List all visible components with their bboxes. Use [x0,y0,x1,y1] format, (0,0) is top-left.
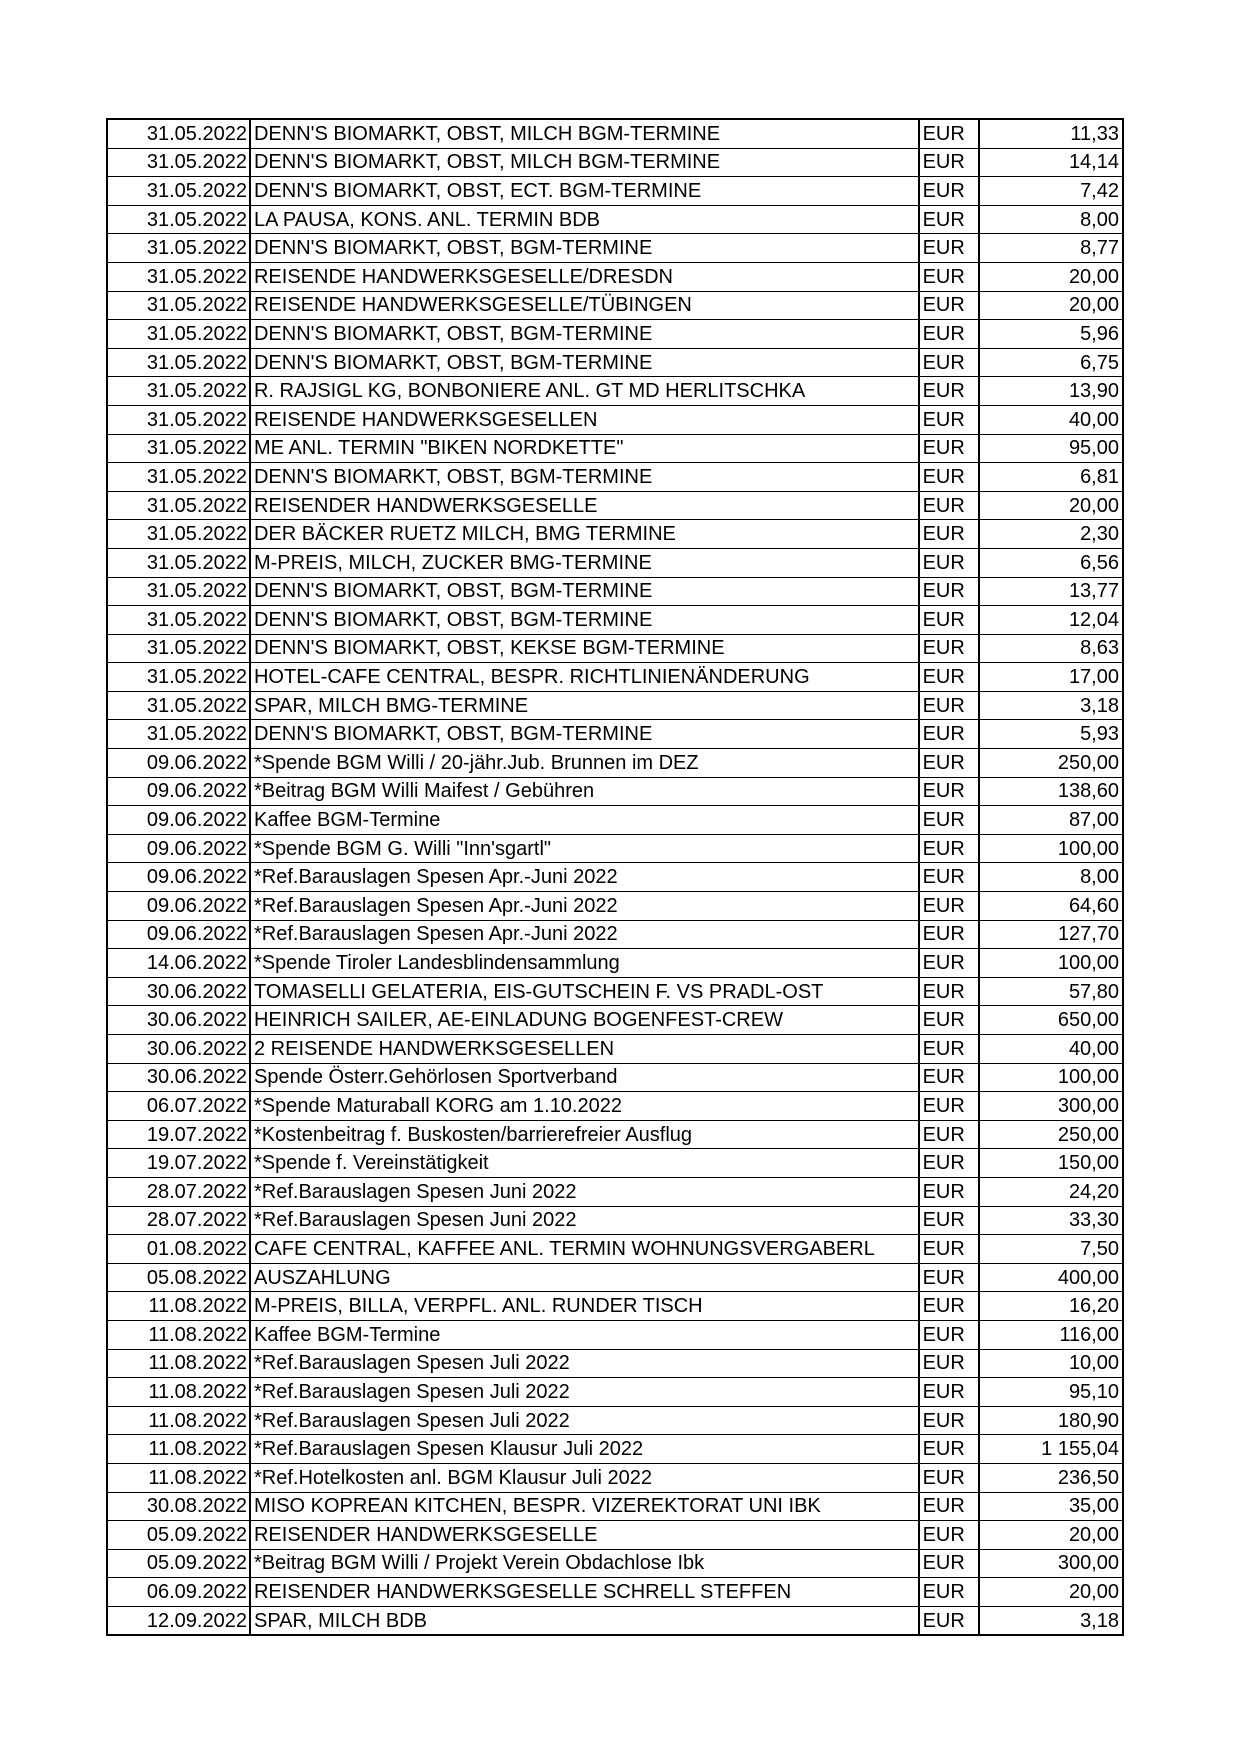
description-cell: *Spende Maturaball KORG am 1.10.2022 [250,1092,919,1121]
table-row [107,1177,1123,1206]
date-cell: 28.07.2022 [107,1177,250,1206]
table-row [107,1292,1123,1321]
table-row [107,177,1123,206]
amount-cell: 14,14 [979,148,1123,177]
table-row [107,1120,1123,1149]
currency-cell: EUR [919,1120,979,1149]
date-cell: 30.06.2022 [107,1063,250,1092]
table-row [107,463,1123,492]
date-cell: 11.08.2022 [107,1406,250,1435]
description-cell: *Ref.Barauslagen Spesen Apr.-Juni 2022 [250,920,919,949]
currency-cell: EUR [919,1177,979,1206]
currency-cell: EUR [919,1349,979,1378]
currency-cell: EUR [919,1549,979,1578]
amount-cell: 300,00 [979,1092,1123,1121]
description-cell: DENN'S BIOMARKT, OBST, BGM-TERMINE [250,348,919,377]
description-cell: ME ANL. TERMIN "BIKEN NORDKETTE" [250,434,919,463]
amount-cell: 5,96 [979,320,1123,349]
date-cell: 11.08.2022 [107,1463,250,1492]
amount-cell: 250,00 [979,1120,1123,1149]
currency-cell: EUR [919,1006,979,1035]
table-row [107,1263,1123,1292]
amount-cell: 1 155,04 [979,1435,1123,1464]
description-cell: *Spende BGM G. Willi "Inn'sgartl" [250,834,919,863]
description-cell: LA PAUSA, KONS. ANL. TERMIN BDB [250,205,919,234]
date-cell: 11.08.2022 [107,1378,250,1407]
amount-cell: 40,00 [979,1035,1123,1064]
amount-cell: 7,50 [979,1235,1123,1264]
table-row [107,434,1123,463]
amount-cell: 236,50 [979,1463,1123,1492]
date-cell: 09.06.2022 [107,834,250,863]
table-row [107,1435,1123,1464]
description-cell: DER BÄCKER RUETZ MILCH, BMG TERMINE [250,520,919,549]
table-row [107,1206,1123,1235]
amount-cell: 17,00 [979,663,1123,692]
currency-cell: EUR [919,1035,979,1064]
table-row [107,234,1123,263]
description-cell: MISO KOPREAN KITCHEN, BESPR. VIZEREKTORAT UNI IBK [250,1492,919,1521]
description-cell: HEINRICH SAILER, AE-EINLADUNG BOGENFEST-CREW [250,1006,919,1035]
description-cell: DENN'S BIOMARKT, OBST, KEKSE BGM-TERMINE [250,634,919,663]
description-cell: *Ref.Hotelkosten anl. BGM Klausur Juli 2022 [250,1463,919,1492]
date-cell: 31.05.2022 [107,634,250,663]
table-row [107,119,1123,148]
amount-cell: 40,00 [979,405,1123,434]
amount-cell: 13,77 [979,577,1123,606]
table-row [107,1063,1123,1092]
amount-cell: 2,30 [979,520,1123,549]
date-cell: 05.09.2022 [107,1549,250,1578]
table-row [107,977,1123,1006]
date-cell: 19.07.2022 [107,1149,250,1178]
description-cell: REISENDER HANDWERKSGESELLE SCHRELL STEFFEN [250,1578,919,1607]
description-cell: *Ref.Barauslagen Spesen Juli 2022 [250,1349,919,1378]
amount-cell: 100,00 [979,834,1123,863]
amount-cell: 100,00 [979,1063,1123,1092]
amount-cell: 650,00 [979,1006,1123,1035]
ledger-body [107,119,1123,1635]
date-cell: 31.05.2022 [107,491,250,520]
description-cell: REISENDE HANDWERKSGESELLE/DRESDN [250,262,919,291]
table-row [107,1549,1123,1578]
amount-cell: 300,00 [979,1549,1123,1578]
date-cell: 30.06.2022 [107,977,250,1006]
currency-cell: EUR [919,1606,979,1635]
currency-cell: EUR [919,1378,979,1407]
amount-cell: 33,30 [979,1206,1123,1235]
table-row [107,777,1123,806]
amount-cell: 7,42 [979,177,1123,206]
currency-cell: EUR [919,377,979,406]
table-row [107,148,1123,177]
amount-cell: 35,00 [979,1492,1123,1521]
currency-cell: EUR [919,977,979,1006]
table-row [107,377,1123,406]
amount-cell: 24,20 [979,1177,1123,1206]
currency-cell: EUR [919,520,979,549]
date-cell: 31.05.2022 [107,205,250,234]
currency-cell: EUR [919,1092,979,1121]
currency-cell: EUR [919,405,979,434]
description-cell: *Ref.Barauslagen Spesen Klausur Juli 2022 [250,1435,919,1464]
description-cell: M-PREIS, MILCH, ZUCKER BMG-TERMINE [250,548,919,577]
description-cell: *Ref.Barauslagen Spesen Apr.-Juni 2022 [250,863,919,892]
description-cell: CAFE CENTRAL, KAFFEE ANL. TERMIN WOHNUNGSVERGABERL [250,1235,919,1264]
amount-cell: 11,33 [979,119,1123,148]
currency-cell: EUR [919,720,979,749]
currency-cell: EUR [919,663,979,692]
table-row [107,634,1123,663]
table-row [107,1606,1123,1635]
table-row [107,520,1123,549]
description-cell: *Spende f. Vereinstätigkeit [250,1149,919,1178]
table-row [107,834,1123,863]
amount-cell: 3,18 [979,691,1123,720]
currency-cell: EUR [919,434,979,463]
amount-cell: 6,56 [979,548,1123,577]
expense-ledger-table [106,118,1124,1636]
date-cell: 31.05.2022 [107,663,250,692]
amount-cell: 400,00 [979,1263,1123,1292]
date-cell: 30.06.2022 [107,1035,250,1064]
currency-cell: EUR [919,119,979,148]
amount-cell: 150,00 [979,1149,1123,1178]
table-row [107,691,1123,720]
date-cell: 05.08.2022 [107,1263,250,1292]
date-cell: 09.06.2022 [107,777,250,806]
currency-cell: EUR [919,1406,979,1435]
description-cell: R. RAJSIGL KG, BONBONIERE ANL. GT MD HERLITSCHKA [250,377,919,406]
date-cell: 09.06.2022 [107,920,250,949]
date-cell: 31.05.2022 [107,606,250,635]
table-row [107,1149,1123,1178]
date-cell: 31.05.2022 [107,377,250,406]
amount-cell: 8,00 [979,205,1123,234]
currency-cell: EUR [919,1492,979,1521]
amount-cell: 95,00 [979,434,1123,463]
description-cell: HOTEL-CAFE CENTRAL, BESPR. RICHTLINIENÄNDERUNG [250,663,919,692]
currency-cell: EUR [919,463,979,492]
date-cell: 31.05.2022 [107,720,250,749]
table-row [107,720,1123,749]
date-cell: 11.08.2022 [107,1320,250,1349]
amount-cell: 20,00 [979,1521,1123,1550]
description-cell: *Ref.Barauslagen Spesen Juli 2022 [250,1406,919,1435]
currency-cell: EUR [919,577,979,606]
description-cell: *Ref.Barauslagen Spesen Juli 2022 [250,1378,919,1407]
amount-cell: 100,00 [979,949,1123,978]
date-cell: 31.05.2022 [107,691,250,720]
description-cell: Kaffee BGM-Termine [250,806,919,835]
table-row [107,863,1123,892]
currency-cell: EUR [919,749,979,778]
date-cell: 12.09.2022 [107,1606,250,1635]
date-cell: 11.08.2022 [107,1292,250,1321]
date-cell: 31.05.2022 [107,520,250,549]
currency-cell: EUR [919,1435,979,1464]
table-row [107,320,1123,349]
currency-cell: EUR [919,262,979,291]
currency-cell: EUR [919,491,979,520]
amount-cell: 8,63 [979,634,1123,663]
table-row [107,1092,1123,1121]
date-cell: 19.07.2022 [107,1120,250,1149]
amount-cell: 13,90 [979,377,1123,406]
currency-cell: EUR [919,949,979,978]
description-cell: DENN'S BIOMARKT, OBST, BGM-TERMINE [250,320,919,349]
amount-cell: 8,00 [979,863,1123,892]
table-row [107,548,1123,577]
table-row [107,577,1123,606]
table-row [107,920,1123,949]
currency-cell: EUR [919,1206,979,1235]
currency-cell: EUR [919,548,979,577]
description-cell: DENN'S BIOMARKT, OBST, BGM-TERMINE [250,720,919,749]
amount-cell: 20,00 [979,1578,1123,1607]
description-cell: DENN'S BIOMARKT, OBST, BGM-TERMINE [250,577,919,606]
amount-cell: 5,93 [979,720,1123,749]
table-row [107,1578,1123,1607]
date-cell: 31.05.2022 [107,348,250,377]
description-cell: *Ref.Barauslagen Spesen Juni 2022 [250,1206,919,1235]
date-cell: 06.09.2022 [107,1578,250,1607]
currency-cell: EUR [919,1463,979,1492]
table-row [107,806,1123,835]
date-cell: 31.05.2022 [107,262,250,291]
description-cell: REISENDE HANDWERKSGESELLE/TÜBINGEN [250,291,919,320]
table-row [107,1235,1123,1264]
amount-cell: 138,60 [979,777,1123,806]
table-row [107,1406,1123,1435]
currency-cell: EUR [919,234,979,263]
currency-cell: EUR [919,1292,979,1321]
amount-cell: 8,77 [979,234,1123,263]
description-cell: REISENDE HANDWERKSGESELLEN [250,405,919,434]
currency-cell: EUR [919,1320,979,1349]
amount-cell: 87,00 [979,806,1123,835]
description-cell: 2 REISENDE HANDWERKSGESELLEN [250,1035,919,1064]
currency-cell: EUR [919,205,979,234]
currency-cell: EUR [919,148,979,177]
table-row [107,1035,1123,1064]
table-row [107,348,1123,377]
description-cell: SPAR, MILCH BDB [250,1606,919,1635]
table-row [107,606,1123,635]
currency-cell: EUR [919,320,979,349]
currency-cell: EUR [919,806,979,835]
amount-cell: 180,90 [979,1406,1123,1435]
date-cell: 31.05.2022 [107,177,250,206]
description-cell: *Ref.Barauslagen Spesen Juni 2022 [250,1177,919,1206]
currency-cell: EUR [919,1263,979,1292]
currency-cell: EUR [919,892,979,921]
date-cell: 31.05.2022 [107,148,250,177]
currency-cell: EUR [919,1521,979,1550]
table-row [107,262,1123,291]
table-row [107,1320,1123,1349]
description-cell: DENN'S BIOMARKT, OBST, BGM-TERMINE [250,463,919,492]
description-cell: REISENDER HANDWERKSGESELLE [250,1521,919,1550]
currency-cell: EUR [919,863,979,892]
table-row [107,205,1123,234]
amount-cell: 250,00 [979,749,1123,778]
description-cell: REISENDER HANDWERKSGESELLE [250,491,919,520]
table-row [107,491,1123,520]
table-row [107,1521,1123,1550]
date-cell: 11.08.2022 [107,1435,250,1464]
amount-cell: 3,18 [979,1606,1123,1635]
currency-cell: EUR [919,606,979,635]
date-cell: 31.05.2022 [107,320,250,349]
currency-cell: EUR [919,177,979,206]
date-cell: 09.06.2022 [107,863,250,892]
description-cell: *Spende BGM Willi / 20-jähr.Jub. Brunnen im DEZ [250,749,919,778]
description-cell: SPAR, MILCH BMG-TERMINE [250,691,919,720]
description-cell: DENN'S BIOMARKT, OBST, MILCH BGM-TERMINE [250,119,919,148]
currency-cell: EUR [919,834,979,863]
currency-cell: EUR [919,291,979,320]
amount-cell: 64,60 [979,892,1123,921]
date-cell: 31.05.2022 [107,291,250,320]
date-cell: 05.09.2022 [107,1521,250,1550]
description-cell: *Ref.Barauslagen Spesen Apr.-Juni 2022 [250,892,919,921]
description-cell: *Spende Tiroler Landesblindensammlung [250,949,919,978]
description-cell: Spende Österr.Gehörlosen Sportverband [250,1063,919,1092]
description-cell: DENN'S BIOMARKT, OBST, BGM-TERMINE [250,606,919,635]
table-row [107,1349,1123,1378]
description-cell: DENN'S BIOMARKT, OBST, MILCH BGM-TERMINE [250,148,919,177]
date-cell: 30.08.2022 [107,1492,250,1521]
description-cell: M-PREIS, BILLA, VERPFL. ANL. RUNDER TISCH [250,1292,919,1321]
currency-cell: EUR [919,1149,979,1178]
amount-cell: 20,00 [979,491,1123,520]
date-cell: 01.08.2022 [107,1235,250,1264]
amount-cell: 6,81 [979,463,1123,492]
currency-cell: EUR [919,1578,979,1607]
description-cell: Kaffee BGM-Termine [250,1320,919,1349]
date-cell: 31.05.2022 [107,119,250,148]
table-row [107,949,1123,978]
date-cell: 09.06.2022 [107,806,250,835]
description-cell: *Beitrag BGM Willi / Projekt Verein Obdachlose Ibk [250,1549,919,1578]
table-row [107,749,1123,778]
date-cell: 09.06.2022 [107,892,250,921]
description-cell: DENN'S BIOMARKT, OBST, ECT. BGM-TERMINE [250,177,919,206]
amount-cell: 57,80 [979,977,1123,1006]
currency-cell: EUR [919,634,979,663]
table-row [107,1378,1123,1407]
date-cell: 06.07.2022 [107,1092,250,1121]
amount-cell: 16,20 [979,1292,1123,1321]
amount-cell: 95,10 [979,1378,1123,1407]
description-cell: *Beitrag BGM Willi Maifest / Gebühren [250,777,919,806]
table-row [107,1492,1123,1521]
amount-cell: 127,70 [979,920,1123,949]
amount-cell: 20,00 [979,262,1123,291]
description-cell: TOMASELLI GELATERIA, EIS-GUTSCHEIN F. VS PRADL-OST [250,977,919,1006]
date-cell: 28.07.2022 [107,1206,250,1235]
currency-cell: EUR [919,1063,979,1092]
date-cell: 31.05.2022 [107,463,250,492]
description-cell: AUSZAHLUNG [250,1263,919,1292]
currency-cell: EUR [919,777,979,806]
date-cell: 31.05.2022 [107,405,250,434]
table-row [107,291,1123,320]
currency-cell: EUR [919,348,979,377]
date-cell: 31.05.2022 [107,234,250,263]
date-cell: 09.06.2022 [107,749,250,778]
amount-cell: 6,75 [979,348,1123,377]
currency-cell: EUR [919,691,979,720]
description-cell: *Kostenbeitrag f. Buskosten/barrierefreier Ausflug [250,1120,919,1149]
amount-cell: 12,04 [979,606,1123,635]
amount-cell: 20,00 [979,291,1123,320]
date-cell: 30.06.2022 [107,1006,250,1035]
table-row [107,663,1123,692]
table-row [107,892,1123,921]
table-row [107,1006,1123,1035]
table-row [107,405,1123,434]
currency-cell: EUR [919,1235,979,1264]
date-cell: 14.06.2022 [107,949,250,978]
amount-cell: 116,00 [979,1320,1123,1349]
description-cell: DENN'S BIOMARKT, OBST, BGM-TERMINE [250,234,919,263]
amount-cell: 10,00 [979,1349,1123,1378]
table-row [107,1463,1123,1492]
currency-cell: EUR [919,920,979,949]
date-cell: 31.05.2022 [107,577,250,606]
date-cell: 31.05.2022 [107,548,250,577]
date-cell: 11.08.2022 [107,1349,250,1378]
date-cell: 31.05.2022 [107,434,250,463]
